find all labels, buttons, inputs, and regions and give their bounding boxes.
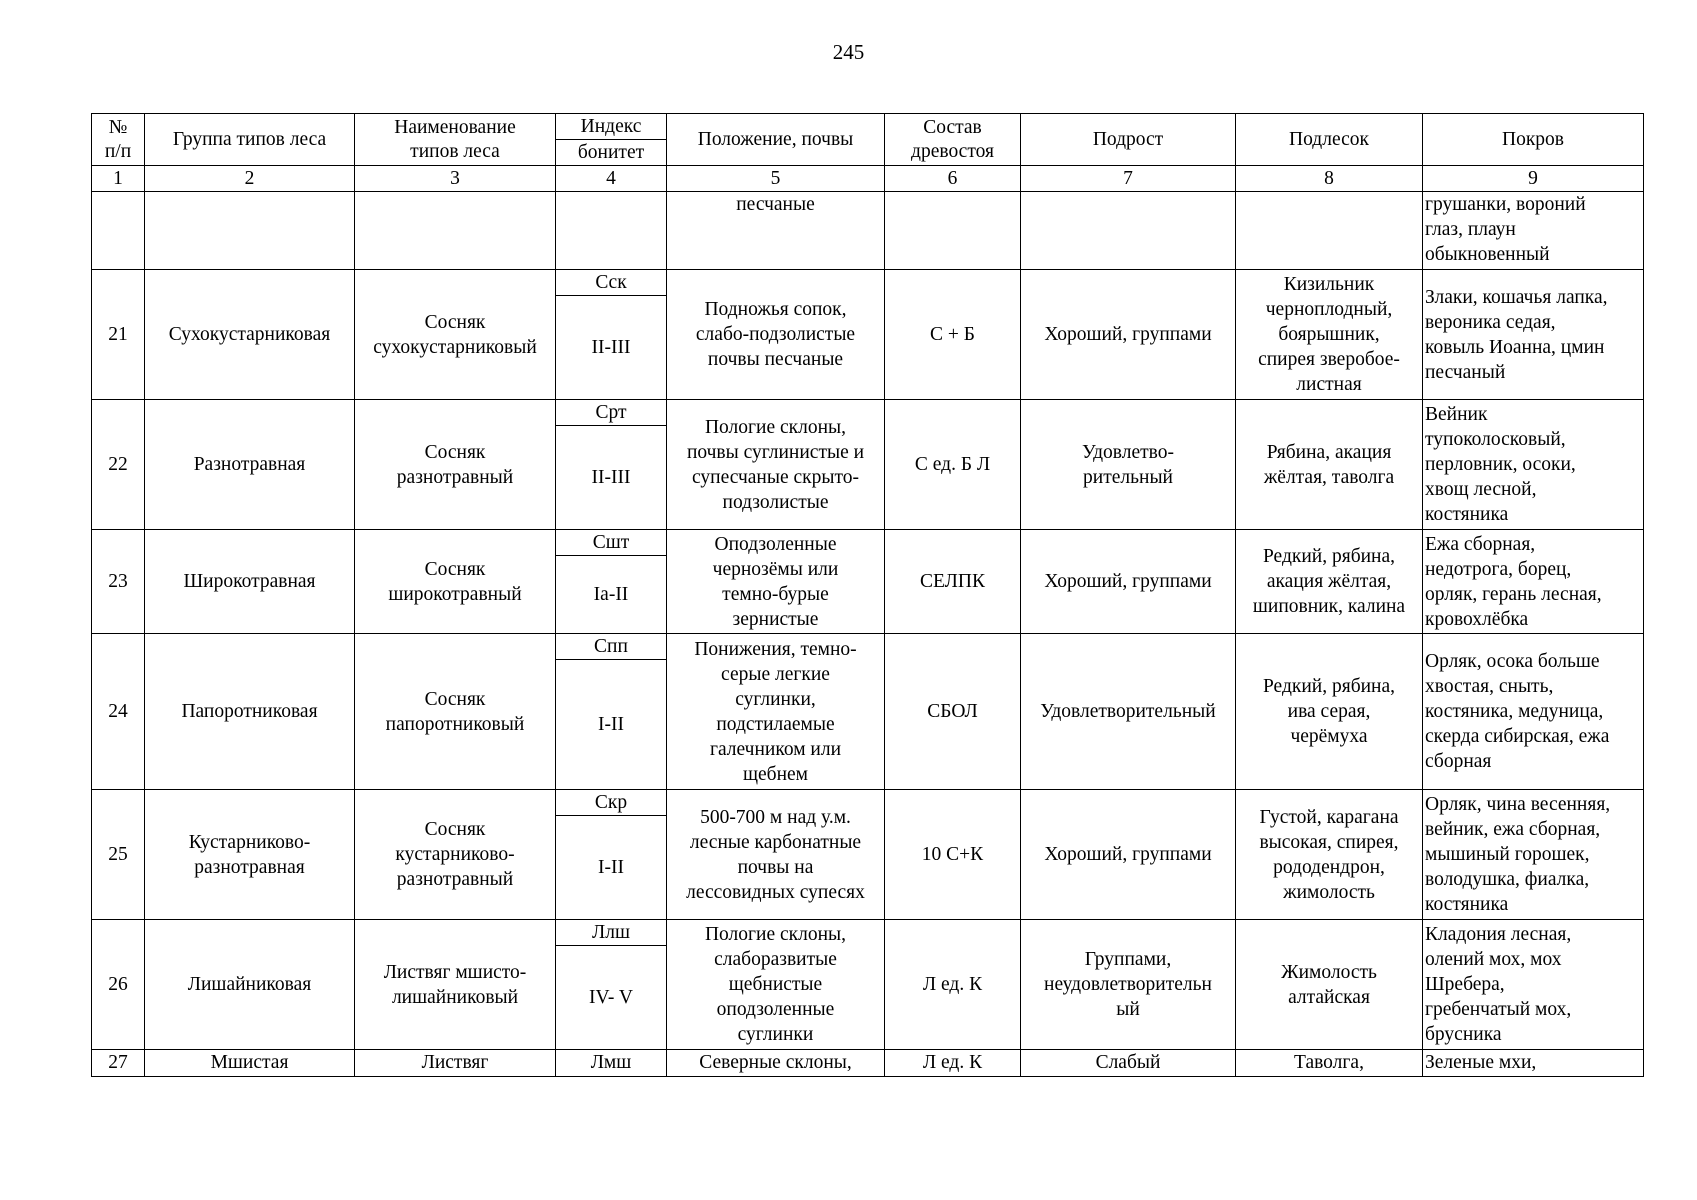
cell-number: 22 <box>92 400 145 530</box>
cell-number: 23 <box>92 530 145 634</box>
cell-group: Мшистая <box>145 1050 355 1077</box>
cell-type-name: Листвяг мшисто- лишайниковый <box>355 920 556 1050</box>
cell-type-name: Листвяг <box>355 1050 556 1077</box>
cell-number: 21 <box>92 270 145 400</box>
cell-index: Лмш <box>556 1050 667 1077</box>
cell-bonitet: IV- V <box>556 946 667 1050</box>
cell-undergrowth: Хороший, группами <box>1021 790 1236 920</box>
cell-bonitet: II-III <box>556 426 667 530</box>
cell-underbrush: Рябина, акация жёлтая, таволга <box>1236 400 1423 530</box>
table-header-row-top <box>92 114 1644 140</box>
header-position-soils: Положение, почвы <box>667 114 885 166</box>
column-number: 8 <box>1236 166 1423 192</box>
cell-cover: Вейник тупоколосковый, перловник, осоки, хвощ лесной, костяника <box>1423 400 1644 530</box>
cell-group: Разнотравная <box>145 400 355 530</box>
column-number: 5 <box>667 166 885 192</box>
header-underbrush: Подлесок <box>1236 114 1423 166</box>
cell-number <box>92 192 145 270</box>
cell-soil: Северные склоны, <box>667 1050 885 1077</box>
cell-undergrowth: Удовлетво- рительный <box>1021 400 1236 530</box>
cell-index-bonitet <box>556 192 667 270</box>
forest-types-table <box>91 113 1644 1077</box>
cell-undergrowth: Слабый <box>1021 1050 1236 1077</box>
cell-index: Скр <box>556 790 667 816</box>
cell-soil: Подножья сопок, слабо-подзолистые почвы песчаные <box>667 270 885 400</box>
cell-composition: Л ед. К <box>885 920 1021 1050</box>
cell-soil: 500-700 м над у.м. лесные карбонатные почвы на лессовидных супесях <box>667 790 885 920</box>
cell-group: Кустарниково- разнотравная <box>145 790 355 920</box>
column-number: 2 <box>145 166 355 192</box>
cell-cover: Ежа сборная, недотрога, борец, орляк, герань лесная, кровохлёбка <box>1423 530 1644 634</box>
cell-group <box>145 192 355 270</box>
cell-bonitet: Ia-II <box>556 556 667 634</box>
cell-cover: Злаки, кошачья лапка, вероника седая, ковыль Иоанна, цмин песчаный <box>1423 270 1644 400</box>
cell-composition <box>885 192 1021 270</box>
column-number: 9 <box>1423 166 1644 192</box>
cell-soil: Пологие склоны, слаборазвитые щебнистые оподзоленные суглинки <box>667 920 885 1050</box>
cell-composition: С + Б <box>885 270 1021 400</box>
column-number: 7 <box>1021 166 1236 192</box>
cell-undergrowth <box>1021 192 1236 270</box>
cell-number: 24 <box>92 634 145 790</box>
cell-underbrush: Кизильник черноплодный, боярышник, спирея зверобое- листная <box>1236 270 1423 400</box>
cell-undergrowth: Хороший, группами <box>1021 270 1236 400</box>
table-row <box>92 920 1644 946</box>
cell-underbrush: Жимолость алтайская <box>1236 920 1423 1050</box>
cell-type-name: Сосняк кустарниково- разнотравный <box>355 790 556 920</box>
table-row <box>92 270 1644 296</box>
cell-number: 27 <box>92 1050 145 1077</box>
cell-group: Лишайниковая <box>145 920 355 1050</box>
cell-composition: СБОЛ <box>885 634 1021 790</box>
cell-undergrowth: Группами, неудовлетворительн ый <box>1021 920 1236 1050</box>
cell-underbrush <box>1236 192 1423 270</box>
header-forest-type-name: Наименование типов леса <box>355 114 556 166</box>
cell-cover: Зеленые мхи, <box>1423 1050 1644 1077</box>
header-forest-group: Группа типов леса <box>145 114 355 166</box>
cell-index: Спп <box>556 634 667 660</box>
table-row <box>92 400 1644 426</box>
cell-group: Папоротниковая <box>145 634 355 790</box>
cell-composition: СЕЛПК <box>885 530 1021 634</box>
cell-soil: Понижения, темно- серые легкие суглинки, подстилаемые галечником или щебнем <box>667 634 885 790</box>
table-row <box>92 790 1644 816</box>
cell-undergrowth: Удовлетворительный <box>1021 634 1236 790</box>
cell-cover: грушанки, вороний глаз, плаун обыкновенный <box>1423 192 1644 270</box>
header-index: Индекс <box>556 114 667 140</box>
header-undergrowth: Подрост <box>1021 114 1236 166</box>
header-ground-cover: Покров <box>1423 114 1644 166</box>
header-stand-composition: Состав древостоя <box>885 114 1021 166</box>
cell-index: Сск <box>556 270 667 296</box>
cell-type-name: Сосняк папоротниковый <box>355 634 556 790</box>
table-row-continuation <box>92 192 1644 270</box>
cell-bonitet: I-II <box>556 660 667 790</box>
cell-underbrush: Редкий, рябина, ива серая, черёмуха <box>1236 634 1423 790</box>
column-number: 1 <box>92 166 145 192</box>
cell-soil: Пологие склоны, почвы суглинистые и супесчаные скрыто- подзолистые <box>667 400 885 530</box>
cell-composition: С ед. Б Л <box>885 400 1021 530</box>
cell-type-name: Сосняк разнотравный <box>355 400 556 530</box>
cell-index: Ллш <box>556 920 667 946</box>
cell-underbrush: Густой, карагана высокая, спирея, рододендрон, жимолость <box>1236 790 1423 920</box>
cell-cover: Орляк, осока больше хвостая, сныть, костяника, медуница, скерда сибирская, ежа сборная <box>1423 634 1644 790</box>
cell-type-name: Сосняк широкотравный <box>355 530 556 634</box>
cell-group: Широкотравная <box>145 530 355 634</box>
cell-number: 25 <box>92 790 145 920</box>
column-number: 3 <box>355 166 556 192</box>
table-row-partial <box>92 1050 1644 1077</box>
cell-index: Срт <box>556 400 667 426</box>
cell-composition: Л ед. К <box>885 1050 1021 1077</box>
cell-cover: Кладония лесная, олений мох, мох Шребера, гребенчатый мох, брусника <box>1423 920 1644 1050</box>
header-bonitet: бонитет <box>556 140 667 166</box>
column-numbers-row <box>92 166 1644 192</box>
header-number: № п/п <box>92 114 145 166</box>
page-number: 245 <box>832 40 865 64</box>
column-number: 4 <box>556 166 667 192</box>
cell-composition: 10 С+К <box>885 790 1021 920</box>
column-number: 6 <box>885 166 1021 192</box>
cell-cover: Орляк, чина весенняя, вейник, ежа сборная, мышиный горошек, володушка, фиалка, костяника <box>1423 790 1644 920</box>
cell-underbrush: Редкий, рябина, акация жёлтая, шиповник, калина <box>1236 530 1423 634</box>
cell-index: Сшт <box>556 530 667 556</box>
cell-soil: Оподзоленные чернозёмы или темно-бурые зернистые <box>667 530 885 634</box>
cell-type-name: Сосняк сухокустарниковый <box>355 270 556 400</box>
table-row <box>92 634 1644 660</box>
cell-soil: песчаные <box>667 192 885 270</box>
cell-number: 26 <box>92 920 145 1050</box>
cell-bonitet: I-II <box>556 816 667 920</box>
cell-underbrush: Таволга, <box>1236 1050 1423 1077</box>
cell-group: Сухокустарниковая <box>145 270 355 400</box>
table-row <box>92 530 1644 556</box>
cell-bonitet: II-III <box>556 296 667 400</box>
cell-undergrowth: Хороший, группами <box>1021 530 1236 634</box>
cell-type-name <box>355 192 556 270</box>
